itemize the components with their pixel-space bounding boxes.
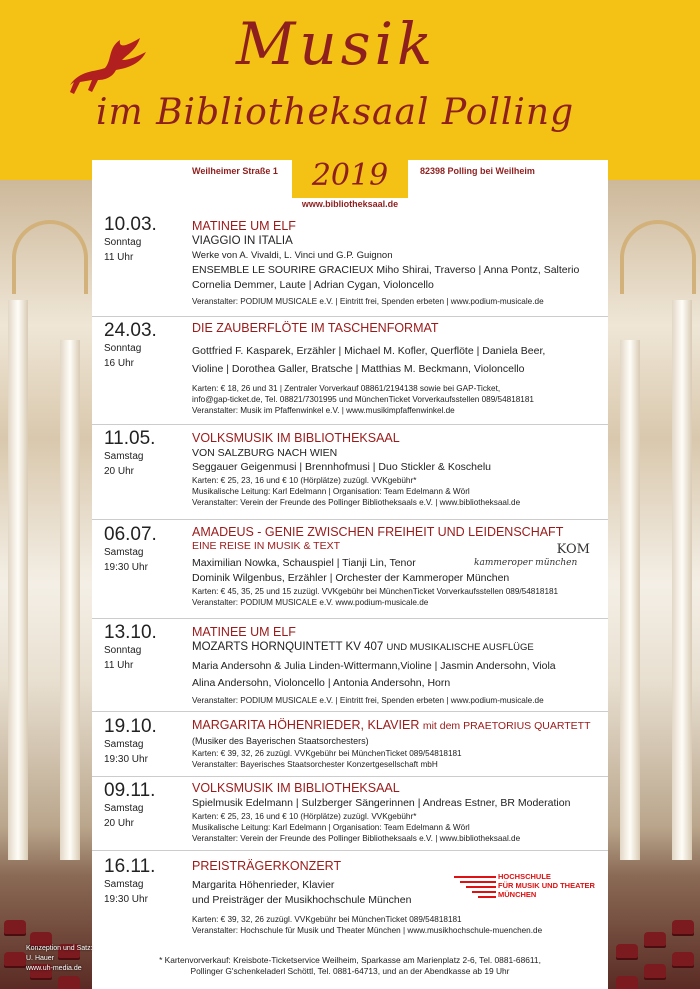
event-fine: Veranstalter: Verein der Freunde des Pollinger Bibliotheksaals e.V. | www.bibliotheksaal.de	[192, 498, 521, 507]
event-day: Sonntag	[104, 237, 142, 248]
event-fine: Karten: € 25, 23, 16 und € 10 (Hörplätze) zuzügl. VVKgebühr*	[192, 812, 417, 821]
event-fine: Karten: € 45, 35, 25 und 15 zuzügl. VVKgebühr bei MünchenTicket Vorverkaufsstellen 089/54818181	[192, 587, 559, 596]
left-hall-photo	[0, 180, 92, 989]
event-line: Spielmusik Edelmann | Sulzberger Sängerinnen | Andreas Estner, BR Moderation	[192, 797, 571, 809]
event-title: PREISTRÄGERKONZERT	[192, 859, 342, 873]
event-line: Maria Andersohn & Julia Linden-Wittermann,Violine | Jasmin Andersohn, Viola	[192, 660, 556, 672]
event-item	[92, 622, 608, 712]
event-fine: Karten: € 39, 32, 26 zuzügl. VVKgebühr bei MünchenTicket 089/54818181	[192, 749, 462, 758]
event-line: Werke von A. Vivaldi, L. Vinci und G.P. Guignon	[192, 250, 393, 261]
event-title: MARGARITA HÖHENRIEDER, KLAVIER	[192, 718, 420, 732]
event-line: Gottfried F. Kasparek, Erzähler | Michael M. Kofler, Querflöte | Daniela Beer,	[192, 345, 546, 357]
event-date: 19.10.	[104, 716, 157, 737]
event-title-small: mit dem PRAETORIUS QUARTETT	[422, 720, 591, 732]
event-fine: Musikalische Leitung: Karl Edelmann | Organisation: Team Edelmann & Wörl	[192, 823, 470, 832]
event-item	[92, 780, 608, 850]
event-time: 11 Uhr	[104, 252, 134, 263]
website: www.bibliotheksaal.de	[301, 199, 399, 209]
event-title: VOLKSMUSIK IM BIBLIOTHEKSAAL	[192, 781, 400, 795]
event-subtitle: (Musiker des Bayerischen Staatsorchesters)	[192, 736, 369, 746]
event-subtitle: EINE REISE IN MUSIK & TEXT	[192, 540, 341, 552]
event-date: 10.03.	[104, 214, 157, 235]
event-date: 06.07.	[104, 524, 157, 545]
event-subtitle-small: UND MUSIKALISCHE AUSFLÜGE	[386, 642, 534, 653]
hochschule-stripes-icon	[454, 874, 496, 902]
event-date: 11.05.	[104, 428, 156, 449]
design-credit	[26, 944, 93, 974]
event-line: Violine | Dorothea Galler, Bratsche | Matthias M. Beckmann, Violoncello	[192, 363, 525, 375]
event-title: DIE ZAUBERFLÖTE IM TASCHENFORMAT	[192, 321, 439, 335]
year-box	[292, 158, 408, 198]
hochschule-logo-line: MÜNCHEN	[498, 890, 537, 899]
event-fine: Veranstalter: Bayerisches Staatsorchester Konzertgesellschaft mbH	[192, 760, 438, 769]
address-city: 82398 Polling bei Weilheim	[420, 166, 535, 176]
kammeroper-logo	[474, 542, 604, 574]
event-date: 09.11.	[104, 780, 156, 801]
divider	[92, 316, 608, 317]
event-fine: Veranstalter: Hochschule für Musik und Theater München | www.musikhochschule-muenchen.de	[192, 926, 543, 935]
event-item	[92, 214, 608, 314]
title-line-2: im Bibliotheksaal Polling	[96, 92, 575, 133]
divider	[92, 424, 608, 425]
divider	[92, 618, 608, 619]
event-subtitle: MOZARTS HORNQUINTETT KV 407	[192, 641, 384, 653]
event-title: MATINEE UM ELF	[192, 625, 296, 639]
event-day: Sonntag	[104, 343, 142, 354]
divider	[92, 850, 608, 851]
footer-line: * Kartenvorverkauf: Kreisbote-Ticketservice Weilheim, Sparkasse am Marienplatz 2-6, Tel. 0881-68611,	[159, 955, 541, 965]
event-fine: Karten: € 18, 26 und 31 | Zentraler Vorverkauf 08861/2194138 sowie bei GAP-Ticket,	[192, 384, 501, 393]
event-line: Dominik Wilgenbus, Erzähler | Orchester der Kammeroper München	[192, 572, 510, 584]
event-day: Samstag	[104, 803, 144, 814]
event-fine: Musikalische Leitung: Karl Edelmann | Organisation: Team Edelmann & Wörl	[192, 487, 470, 496]
event-day: Samstag	[104, 739, 144, 750]
event-line: Seggauer Geigenmusi | Brennhofmusi | Duo Stickler & Koschelu	[192, 461, 492, 473]
event-time: 19:30 Uhr	[104, 894, 148, 905]
event-fine: Veranstalter: Verein der Freunde des Pollinger Bibliotheksaals e.V. | www.bibliotheksaal.de	[192, 834, 521, 843]
event-time: 19:30 Uhr	[104, 562, 148, 573]
event-line: und Preisträger der Musikhochschule München	[192, 894, 412, 906]
event-date: 13.10.	[104, 622, 157, 643]
event-time: 20 Uhr	[104, 466, 135, 477]
kammeroper-logo-text: kammeroper münchen	[474, 558, 578, 568]
event-fine: Karten: € 39, 32, 26 zuzügl. VVKgebühr bei MünchenTicket 089/54818181	[192, 915, 462, 924]
credit-line: U. Hauer	[26, 955, 55, 962]
event-day: Samstag	[104, 879, 144, 890]
credit-line: Konzeption und Satz:	[26, 945, 93, 952]
event-title: AMADEUS - GENIE ZWISCHEN FREIHEIT UND LEIDENSCHAFT	[192, 525, 564, 539]
footer-note	[92, 955, 608, 977]
event-subtitle: VIAGGIO IN ITALIA	[192, 235, 293, 247]
right-hall-photo	[608, 180, 700, 989]
footer-line: Pollinger G'schenkeladerl Schöttl, Tel. 0881-64713, und an der Abendkasse ab 19 Uhr	[190, 966, 510, 976]
event-fine: Karten: € 25, 23, 16 und € 10 (Hörplätze) zuzügl. VVKgebühr*	[192, 476, 417, 485]
event-fine: Veranstalter: Musik im Pfaffenwinkel e.V. | www.musikimpfaffenwinkel.de	[192, 406, 455, 415]
event-date: 16.11.	[104, 856, 156, 877]
credit-line: www.uh-media.de	[26, 965, 82, 972]
event-item	[92, 428, 608, 518]
address-street: Weilheimer Straße 1	[192, 166, 278, 176]
event-day: Samstag	[104, 451, 144, 462]
divider	[92, 519, 608, 520]
event-line: Margarita Höhenrieder, Klavier	[192, 879, 335, 891]
event-line: Cornelia Demmer, Laute | Adrian Cygan, Violoncello	[192, 279, 434, 291]
event-time: 16 Uhr	[104, 358, 135, 369]
event-day: Samstag	[104, 547, 144, 558]
event-line: Alina Andersohn, Violoncello | Antonia Andersohn, Horn	[192, 677, 451, 689]
event-date: 24.03.	[104, 320, 157, 341]
divider	[92, 711, 608, 712]
hochschule-logo-line: FÜR MUSIK UND THEATER	[498, 881, 595, 890]
hochschule-logo-line: HOCHSCHULE	[498, 872, 551, 881]
event-line: Maximilian Nowka, Schauspiel | Tianji Lin, Tenor	[192, 557, 416, 569]
event-line: ENSEMBLE LE SOURIRE GRACIEUX Miho Shirai, Traverso | Anna Pontz, Salterio	[192, 264, 580, 276]
event-time: 20 Uhr	[104, 818, 135, 829]
event-time: 11 Uhr	[104, 660, 134, 671]
divider	[92, 776, 608, 777]
event-item	[92, 320, 608, 420]
event-title: VOLKSMUSIK IM BIBLIOTHEKSAAL	[192, 431, 400, 445]
title-line-1: Musik	[236, 10, 437, 78]
hochschule-logo	[454, 868, 604, 904]
event-item	[92, 716, 608, 776]
event-fine: Veranstalter: PODIUM MUSICALE e.V. | Eintritt frei, Spenden erbeten | www.podium-musicale.de	[192, 696, 544, 705]
event-fine: Veranstalter: PODIUM MUSICALE e.V. www.podium-musicale.de	[192, 598, 429, 607]
pegasus-logo-icon	[50, 30, 150, 100]
event-title: MATINEE UM ELF	[192, 219, 296, 233]
event-fine: info@gap-ticket.de, Tel. 08821/7301995 und MünchenTicket Vorverkaufsstellen 089/54818181	[192, 395, 534, 404]
event-day: Sonntag	[104, 645, 142, 656]
event-time: 19:30 Uhr	[104, 754, 148, 765]
event-fine: Veranstalter: PODIUM MUSICALE e.V. | Eintritt frei, Spenden erbeten | www.podium-musicale.de	[192, 297, 544, 306]
kammeroper-logo-mark: KOM	[556, 542, 590, 557]
year: 2019	[311, 158, 389, 193]
event-subtitle: VON SALZBURG NACH WIEN	[192, 447, 338, 459]
